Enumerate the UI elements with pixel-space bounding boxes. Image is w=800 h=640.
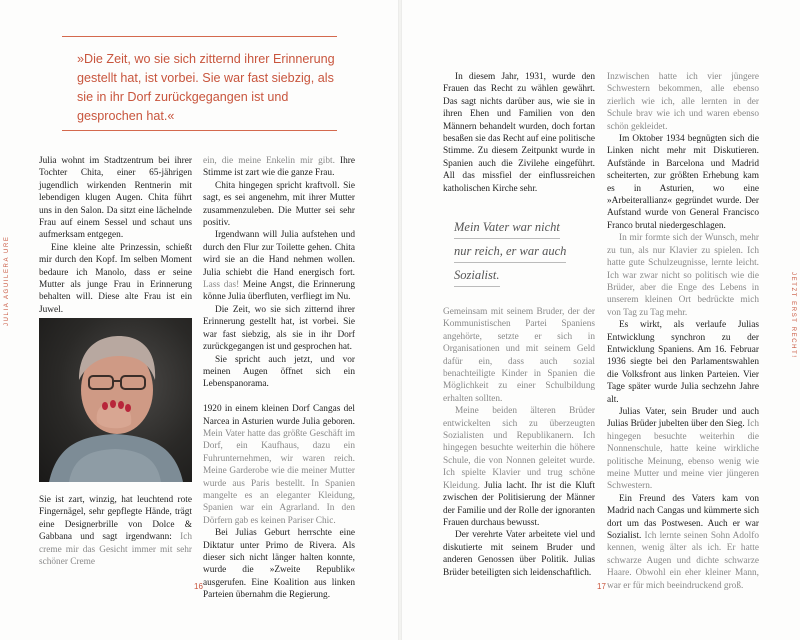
text-run: Ihre Stimme ist zart wie die ganze Frau. xyxy=(203,156,355,179)
text-run: Sie ist zart, winzig, hat leuchtend rote Fingernägel, sehr gepflegte Hände, trägt eine Designerbrille von Dolce & Gabbana und sagt irgendwann: xyxy=(39,495,192,543)
text-column-3 xyxy=(443,71,595,195)
quoted-speech: Meine beiden älteren Brüder entwickelten sich zu überzeugten Sozialisten und Republikanern. Ich hingegen besuchte weiterhin die höhere Schule, die von Nonnen geleitet wurde. Ich spielte Klavier und trug schöne Kleidung. xyxy=(443,406,595,491)
paragraph: Sie spricht auch jetzt, und vor meinen Augen öffnet sich ein Lebenspanorama. xyxy=(203,354,355,390)
quoted-speech: Lass das! xyxy=(203,280,240,291)
paragraph: Chita hingegen spricht kraftvoll. Sie sagt, es sei angenehm, mit ihrer Mutter zusammenzuleben. Die Mutter sei sehr positiv. xyxy=(203,180,355,229)
quoted-speech: Mein Vater hatte das größte Geschäft im Dorf, ein Kaufhaus, dazu ein Fuhrunternehmen, wir waren reich. Meine Garderobe wie die meiner Mutter wurde aus Paris bestellt. In Spanien mangelte es an eleganter Kleidung, Spanien war ein Agrarland. In den Dörfern gab es keinen Pariser Chic. xyxy=(203,428,355,526)
text-column-4 xyxy=(607,71,759,592)
paragraph xyxy=(443,405,595,529)
text-column-1-bottom xyxy=(39,494,192,568)
quoted-speech: ein, die meine Enkelin mir gibt. xyxy=(203,156,335,166)
paragraph: Bei Julias Geburt herrschte eine Diktatur unter Primo de Rivera. Als dieser sich nicht länger halten konnte, wurde die »Zweite Republik« ausgerufen. Eine Koalition aus linken Parteien übernahm die Regierung. xyxy=(203,528,355,601)
pull-quote-right xyxy=(454,216,584,288)
quoted-speech: Gemeinsam mit seinem Bruder, der der Kommunistischen Partei Spaniens angehörte, setzte er sich in Organisationen und mit seinem Geld dafür ein, dass auch sozial benachteiligte Kinder in Spanien die Möglichkeit zu einer Schulbildung erhalten sollten. xyxy=(443,307,595,404)
author-running-head: JULIA AGUILERA URE xyxy=(4,235,10,326)
quoted-speech: In mir formte sich der Wunsch, mehr zu tun, als nur Klavier zu spielen. Ich hatte gute Schulzeugnisse, lernte leicht. Ich war zwar nicht so politisch wie die Brüder, aber die Enge des Lebens in unserem kleinen Ort bedrückte mich von Tag zu Tag mehr. xyxy=(607,233,759,318)
title-running-head: JETZT ERST RECHT! xyxy=(790,272,796,359)
paragraph: In diesem Jahr, 1931, wurde den Frauen das Recht zu wählen gewährt. Das sagt nichts darüber aus, wie sie in ihren Ehen und Familien von den Männern behandelt wurden, doch fortan besaßen sie das Recht auf eine politische Stimme. Zu diesem Zeitpunkt wurde in Spanien auch die Zivilehe eingeführt. All das missfiel der einflussreichen katholischen Kirche sehr. xyxy=(443,72,595,194)
book-gutter xyxy=(398,0,402,640)
paragraph xyxy=(607,493,759,592)
text-column-1 xyxy=(39,155,192,316)
text-run: 1920 in einem kleinen Dorf Cangas del Narcea in Asturien wurde Julia geboren. xyxy=(203,404,355,427)
quoted-speech: Ich hingegen besuchte weiterhin die Nonnenschule, hatte keine wirkliche politische Meinung, ebenso wenig wie meine Mutter und meine vier jüngeren Schwestern. xyxy=(607,419,760,492)
quote-rule-bottom xyxy=(62,130,337,131)
text-run: Julia lacht. Ihr ist die Kluft zwischen der Politisierung der Männer der Familie und der Rolle der ignoranten Frauen durchaus bewusst. xyxy=(443,480,595,528)
paragraph xyxy=(203,229,355,303)
paragraph xyxy=(203,403,355,527)
quoted-speech: Ich lernte seinen Sohn Adolfo kennen, wenig älter als ich. Er hatte schwarze Augen und dichte schwarze Haare. Obwohl ein eher kleiner Mann, war er für mich beeindruckend groß. xyxy=(607,531,759,591)
text-column-2 xyxy=(203,155,355,602)
paragraph: Im Oktober 1934 begnügten sich die Linken nicht mehr mit Diskutieren. Aufstände in Barcelona und Madrid scheiterten, zur größten Erhebung kam es in Asturien, wo eine »Arbeiterallianz« gegründet wurde. Der Aufstand wurde von General Francisco Franco brutal niedergeschlagen. xyxy=(607,134,759,231)
paragraph: Es wirkt, als verlaufe Julias Entwicklung synchron zu der Entwicklung Spaniens. Am 16. Februar 1936 siegte bei den Parlamentswahlen die Volksfront aus linken Parteien. Vier Tage später wurde Julia sechzehn Jahre alt. xyxy=(607,320,759,405)
paragraph xyxy=(203,155,355,180)
paragraph xyxy=(39,494,192,568)
text-run: Meine Angst, die Erinnerung könne Julia überfluten, verfliegt im Nu. xyxy=(203,280,355,303)
quoted-speech: Inzwischen hatte ich vier jüngere Schwestern bekommen, alle ebenso zierlich wie ich, alle lernten in der Schule brav wie ich und waren ebenso schön gekleidet. xyxy=(607,72,759,132)
pull-quote-left: »Die Zeit, wo sie sich zitternd ihrer Erinnerung gestellt hat, ist vorbei. Sie war fast siebzig, als sie in ihr Dorf zurückgegangen ist und gesprochen hat.« xyxy=(77,52,335,123)
paragraph: Eine kleine alte Prinzessin, schießt mir durch den Kopf. Im selben Moment bedaure ich Manolo, dass er seine Mutter als junge Frau in Erinnerung behalten will. Diese alte Frau ist ein Juwel. xyxy=(39,242,192,315)
paragraph xyxy=(607,406,759,493)
quote-rule-top xyxy=(62,36,337,37)
paragraph: Die Zeit, wo sie sich zitternd ihrer Erinnerung gestellt hat, ist vorbei. Sie war fast siebzig, als sie in ihr Dorf zurückgegangen ist und gesprochen hat. xyxy=(203,304,355,353)
pull-quote-line: nur reich, er war auch xyxy=(454,240,566,263)
text-run: Julias Vater, sein Bruder und auch Julias Brüder jubelten über den Sieg. xyxy=(607,406,759,430)
portrait-photo xyxy=(39,318,192,482)
text-column-3-bottom xyxy=(443,306,595,579)
text-run: Ein Freund des Vaters kam von Madrid nach Cangas und kümmerte sich dort um das Postwesen. Auch er war Sozialist. xyxy=(607,493,759,542)
paragraph: Julia wohnt im Stadtzentrum bei ihrer Tochter Chita, einer 65-jährigen jugendlich wirkenden Rentnerin mit lebendigen klugen Augen. Chita führt uns in den Salon. Da sitzt eine lächelnde Frau auf einem Sessel und schaut uns aufmerksam entgegen. xyxy=(39,156,192,241)
quoted-speech: Ich creme mir das Gesicht immer mit sehr schöner Creme xyxy=(39,532,192,568)
text-run: Irgendwann will Julia aufstehen und durch den Flur zur Toilette gehen. Chita wird sie an die Hand nehmen wollen. Julia schiebt die Hand energisch fort. xyxy=(203,230,355,278)
paragraph: Der verehrte Vater arbeitete viel und diskutierte mit seinem Bruder und anderen Genossen über Politik. Julias Brüder beteiligten sich leidenschaftlich. xyxy=(443,530,595,578)
pull-quote-line: Mein Vater war nicht xyxy=(454,216,560,239)
pull-quote-line: Sozialist. xyxy=(454,264,500,287)
page-number-right: 17 xyxy=(597,582,606,591)
portrait-illustration xyxy=(39,318,192,482)
page-number-left: 16 xyxy=(194,582,203,591)
